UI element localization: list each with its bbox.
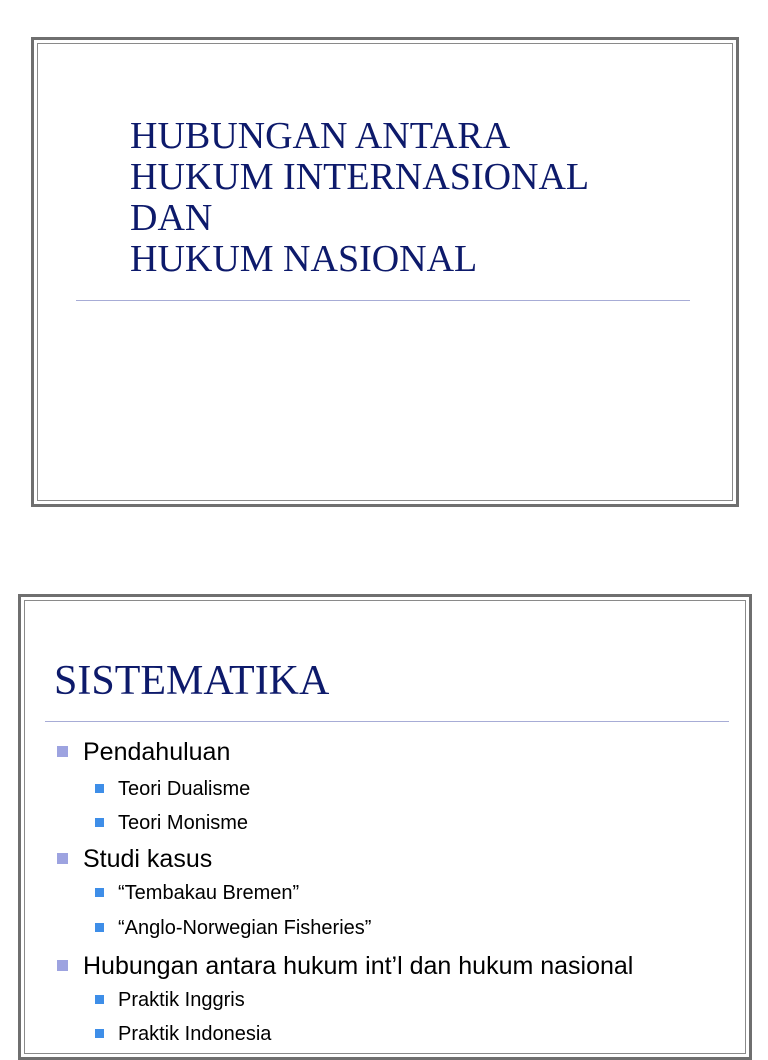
slide-1 [31,37,739,507]
square-bullet-icon [57,960,68,971]
title-line-4: HUKUM NASIONAL [130,238,478,280]
slide-2-title: SISTEMATIKA [54,658,330,704]
bullet-list [57,597,737,1057]
bullet-label: Studi kasus [83,845,213,873]
sub-bullet-item [95,777,250,801]
title-line-2: HUKUM INTERNASIONAL [130,156,590,198]
square-sub-bullet-icon [95,995,104,1004]
square-sub-bullet-icon [95,784,104,793]
sub-bullet-item [95,1022,271,1046]
bullet-label: Hubungan antara hukum int’l dan hukum nasional [83,952,634,980]
square-sub-bullet-icon [95,818,104,827]
slide-1-title [130,116,589,280]
sub-bullet-label: Praktik Indonesia [118,1023,272,1045]
sub-bullet-label: Praktik Inggris [118,989,245,1011]
sub-bullet-label: “Tembakau Bremen” [118,882,300,904]
square-bullet-icon [57,746,68,757]
square-sub-bullet-icon [95,923,104,932]
bullet-item [57,951,633,981]
bullet-label: Pendahuluan [83,738,231,766]
sub-bullet-label: Teori Monisme [118,812,249,834]
sub-bullet-item [95,881,299,905]
square-sub-bullet-icon [95,888,104,897]
sub-bullet-item [95,811,248,835]
bullet-item [57,844,212,874]
bullet-item [57,737,230,767]
sub-bullet-item [95,916,371,940]
slide-1-title-divider [76,300,690,301]
title-line-1: HUBUNGAN ANTARA [130,115,511,157]
sub-bullet-label: Teori Dualisme [118,778,251,800]
sub-bullet-label: “Anglo-Norwegian Fisheries” [118,917,372,939]
square-bullet-icon [57,853,68,864]
slide-2 [18,594,752,1060]
sub-bullet-item [95,988,245,1012]
title-line-3: DAN [130,197,213,239]
square-sub-bullet-icon [95,1029,104,1038]
